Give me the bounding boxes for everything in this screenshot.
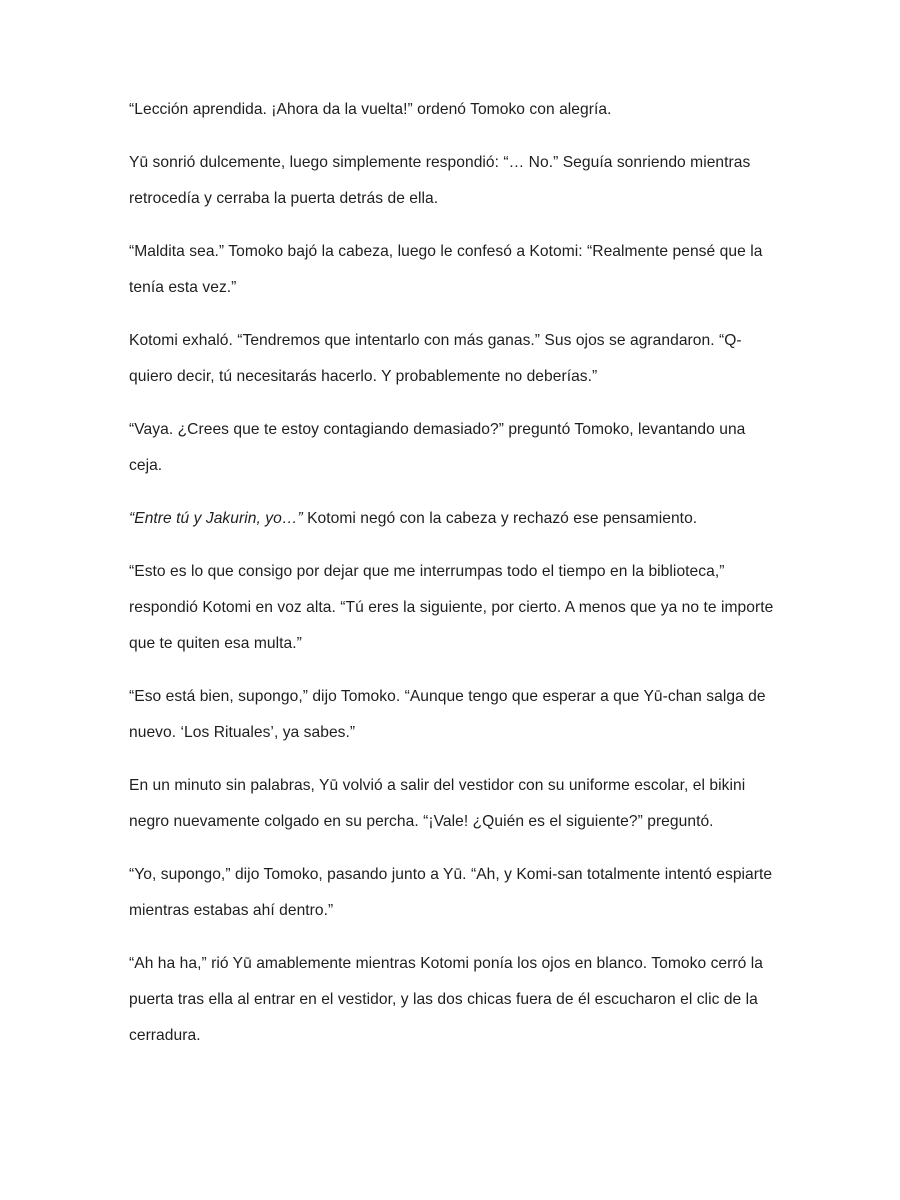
paragraph: “Lección aprendida. ¡Ahora da la vuelta!” ordenó Tomoko con alegría. <box>129 101 612 118</box>
paragraph: “Eso está bien, supongo,” dijo Tomoko. “Aunque tengo que esperar a que Yū-chan salga de nuevo. ‘Los Rituales’, ya sabes.” <box>129 688 766 741</box>
paragraph: “Esto es lo que consigo por dejar que me interrumpas todo el tiempo en la biblioteca,” respondió Kotomi en voz alta. “Tú eres la siguiente, por cierto. A menos que ya no te importe que te quiten esa multa.” <box>129 563 774 652</box>
paragraph <box>129 501 779 537</box>
paragraph: “Maldita sea.” Tomoko bajó la cabeza, luego le confesó a Kotomi: “Realmente pensé que la tenía esta vez.” <box>129 243 763 296</box>
italic-thought: “Entre tú y Jakurin, yo…” <box>129 510 303 527</box>
paragraph: En un minuto sin palabras, Yū volvió a salir del vestidor con su uniforme escolar, el bikini negro nuevamente colgado en su percha. “¡Vale! ¿Quién es el siguiente?” preguntó. <box>129 777 746 830</box>
paragraph: Yū sonrió dulcemente, luego simplemente respondió: “… No.” Seguía sonriendo mientras retrocedía y cerraba la puerta detrás de ella. <box>129 154 751 207</box>
paragraph-rest: Kotomi negó con la cabeza y rechazó ese pensamiento. <box>302 510 698 527</box>
paragraph: “Yo, supongo,” dijo Tomoko, pasando junto a Yū. “Ah, y Komi-san totalmente intentó espiarte mientras estabas ahí dentro.” <box>129 866 773 919</box>
paragraph: Kotomi exhaló. “Tendremos que intentarlo con más ganas.” Sus ojos se agrandaron. “Q-quiero decir, tú necesitarás hacerlo. Y probablemente no deberías.” <box>129 332 742 385</box>
story-text <box>129 92 779 1071</box>
paragraph: “Vaya. ¿Crees que te estoy contagiando demasiado?” preguntó Tomoko, levantando una ceja. <box>129 421 746 474</box>
paragraph: “Ah ha ha,” rió Yū amablemente mientras Kotomi ponía los ojos en blanco. Tomoko cerró la puerta tras ella al entrar en el vestidor, y las dos chicas fuera de él escucharon el clic de la cerradura. <box>129 955 763 1044</box>
